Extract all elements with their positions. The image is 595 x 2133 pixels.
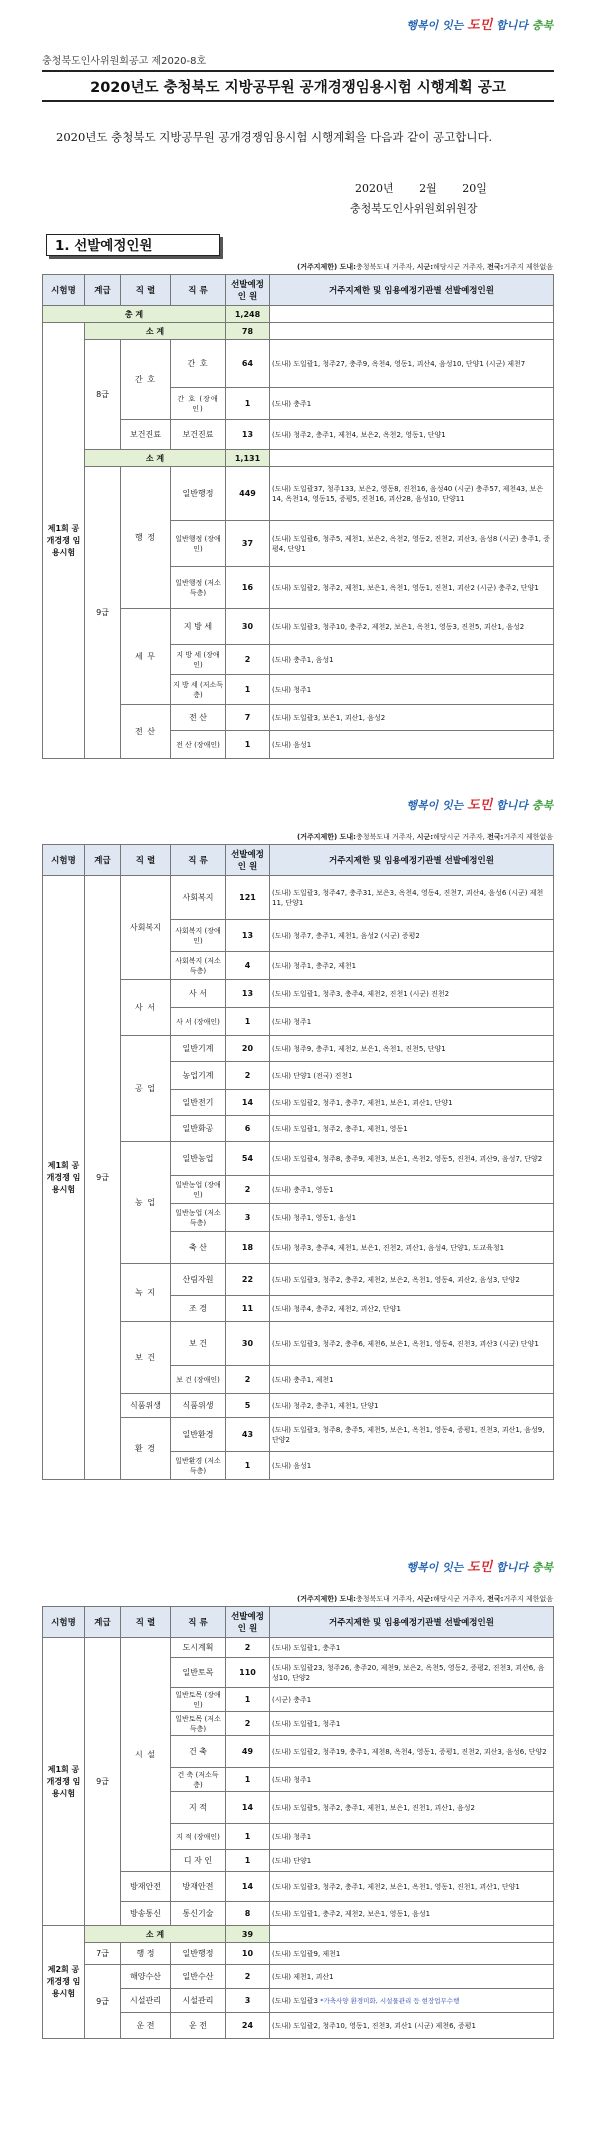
series-cell: 해양수산 [121, 1965, 171, 1989]
total-row [43, 306, 554, 323]
notice-number: 충청북도인사위원회공고 제2020-8호 [42, 56, 207, 67]
count-cell: 13 [226, 920, 270, 952]
count-cell: 30 [226, 1322, 270, 1366]
count-cell: 1 [226, 731, 270, 759]
col-series: 직 렬 [121, 845, 171, 876]
exam-name: 제2회 공개경쟁 임용시험 [43, 1926, 85, 2039]
job-cell: 일반농업 (장애인) [171, 1176, 226, 1204]
notice-date: 2020년 2월 20일 [355, 182, 487, 195]
job-cell: 지 방 세 [171, 609, 226, 645]
header-row [43, 1607, 554, 1638]
residence-legend: (거주지제한) 도내:충청북도내 거주자, 시군:해당시군 거주자, 전국:거주지 제한없음 [297, 1595, 553, 1603]
job-cell: 일반농업 (저소득층) [171, 1204, 226, 1232]
condition-cell: (도내) 도일괄1, 청주1 [270, 1712, 554, 1736]
condition-cell: (도내) 도일괄23, 청주26, 충주20, 제천9, 보은2, 옥천5, 영동2, 증평2, 진천3, 괴산6, 음성10, 단양2 [270, 1658, 554, 1688]
grade-cell: 9급 [85, 1638, 121, 1926]
series-cell: 세 무 [121, 609, 171, 705]
table-row [43, 1638, 554, 1658]
count-cell: 16 [226, 567, 270, 609]
condition-cell: (도내) 음성1 [270, 731, 554, 759]
condition-cell: (도내) 도일괄1, 충주1 [270, 1638, 554, 1658]
count-cell: 2 [226, 645, 270, 675]
condition-cell: (도내) 충주1, 영동1 [270, 1176, 554, 1204]
count-cell: 14 [226, 1872, 270, 1902]
condition-cell: (도내) 도일괄3, 청주47, 충주31, 보은3, 옥천4, 영동4, 진천7, 괴산4, 음성6 (시군) 제천11, 단양1 [270, 876, 554, 920]
condition-cell: (도내) 청주1 [270, 1824, 554, 1850]
job-cell: 일반토목 (저소득층) [171, 1712, 226, 1736]
job-cell: 일반토목 [171, 1658, 226, 1688]
recruitment-table-1 [42, 274, 554, 759]
condition-cell: (도내) 청주4, 충주2, 제천2, 괴산2, 단양1 [270, 1296, 554, 1322]
condition-cell: (도내) 도일괄3, 청주2, 충주6, 제천6, 보은1, 옥천1, 영동4, 진천3, 괴산3 (시군) 단양1 [270, 1322, 554, 1366]
condition-cell: (도내) 충주1, 제천1 [270, 1366, 554, 1394]
intro-text: 2020년도 충청북도 지방공무원 공개경쟁임용시험 시행계획을 다음과 같이 공고합니다. [56, 130, 493, 144]
count-cell: 14 [226, 1090, 270, 1116]
job-cell: 전 산 [171, 705, 226, 731]
job-cell: 지 적 (장애인) [171, 1824, 226, 1850]
condition-cell: (도내) 도일괄5, 청주2, 충주1, 제천1, 보은1, 진천1, 괴산1, 음성2 [270, 1792, 554, 1824]
count-cell: 2 [226, 1176, 270, 1204]
condition-cell: (도내) 도일괄1, 청주3, 충주4, 제천2, 진천1 (시군) 진천2 [270, 980, 554, 1008]
table-row [43, 340, 554, 388]
series-cell: 보 건 [121, 1322, 171, 1394]
condition-cell: (도내) 도일괄3, 청주2, 충주1, 제천2, 보은1, 옥천1, 영동1, 진천1, 괴산1, 단양1 [270, 1872, 554, 1902]
count-cell: 4 [226, 952, 270, 980]
exam-name: 제1회 공개경쟁 임용시험 [43, 1638, 85, 1926]
condition-cell: (도내) 청주1 [270, 675, 554, 705]
col-conditions: 거주지제한 및 임용예정기관별 선발예정인원 [270, 1607, 554, 1638]
count-cell: 2 [226, 1965, 270, 1989]
series-cell: 행 정 [121, 467, 171, 609]
count-cell: 6 [226, 1116, 270, 1142]
job-cell: 식품위생 [171, 1394, 226, 1418]
condition-cell: (도내) 도일괄37, 청주133, 보은2, 영동8, 진천16, 음성40 (시군) 충주57, 제천43, 보은14, 옥천14, 영동15, 증평5, 진천16, 괴산28, 음성10, 단양11 [270, 467, 554, 521]
job-cell: 지 방 세 (장애인) [171, 645, 226, 675]
count-cell: 22 [226, 1264, 270, 1296]
job-cell: 디 자 인 [171, 1850, 226, 1872]
col-count: 선발예정 인 원 [226, 845, 270, 876]
job-cell: 조 경 [171, 1296, 226, 1322]
col-exam: 시험명 [43, 1607, 85, 1638]
col-series: 직 렬 [121, 275, 171, 306]
count-cell: 64 [226, 340, 270, 388]
condition-cell: (도내) 단양1 (전국) 진천1 [270, 1062, 554, 1090]
subtotal-count: 78 [226, 323, 270, 340]
table-row [43, 450, 554, 467]
job-cell: 일반기계 [171, 1036, 226, 1062]
count-cell: 1 [226, 675, 270, 705]
condition-cell: (도내) 충주1, 음성1 [270, 645, 554, 675]
job-cell: 간 호 (장애인) [171, 388, 226, 420]
slogan-logo: 행복이 잇는 도민 합니다 충북 [406, 798, 553, 813]
recruitment-table-2 [42, 844, 554, 1480]
subtotal-count: 39 [226, 1926, 270, 1943]
col-exam: 시험명 [43, 275, 85, 306]
job-cell: 도시계획 [171, 1638, 226, 1658]
count-cell: 5 [226, 1394, 270, 1418]
job-cell: 일반행정 (저소득층) [171, 567, 226, 609]
count-cell: 1 [226, 1452, 270, 1480]
job-cell: 사회복지 (저소득층) [171, 952, 226, 980]
condition-cell: (도내) 도일괄4, 청주8, 충주9, 제천3, 보은1, 옥천2, 영동5, 진천4, 괴산9, 음성7, 단양2 [270, 1142, 554, 1176]
job-cell: 일반토목 (장애인) [171, 1688, 226, 1712]
count-cell: 54 [226, 1142, 270, 1176]
condition-cell: (도내) 도일괄3, 청주8, 충주5, 제천5, 보은1, 옥천1, 영동4, 증평1, 진천3, 괴산1, 음성9, 단양2 [270, 1418, 554, 1452]
subtotal-label: 소 계 [85, 1926, 226, 1943]
col-conditions: 거주지제한 및 임용예정기관별 선발예정인원 [270, 275, 554, 306]
count-cell: 30 [226, 609, 270, 645]
total-count: 1,248 [226, 306, 270, 323]
job-cell: 지 방 세 (저소득층) [171, 675, 226, 705]
col-count: 선발예정 인 원 [226, 1607, 270, 1638]
subtotal-label: 소 계 [85, 450, 226, 467]
col-count: 선발예정 인 원 [226, 275, 270, 306]
count-cell: 13 [226, 420, 270, 450]
condition-cell: (도내) 도일괄1, 청주27, 충주9, 옥천4, 영동1, 괴산4, 음성10, 단양1 (시군) 제천7 [270, 340, 554, 388]
condition-cell: (도내) 청주9, 충주1, 제천2, 보은1, 옥천1, 진천5, 단양1 [270, 1036, 554, 1062]
series-cell: 방송통신 [121, 1902, 171, 1926]
job-cell: 건 축 [171, 1736, 226, 1768]
section-title: 1. 선발예정인원 [46, 234, 220, 256]
series-cell: 방재안전 [121, 1872, 171, 1902]
series-cell: 사회복지 [121, 876, 171, 980]
count-cell: 7 [226, 705, 270, 731]
count-cell: 18 [226, 1232, 270, 1264]
job-cell: 전 산 (장애인) [171, 731, 226, 759]
count-cell: 2 [226, 1062, 270, 1090]
count-cell: 8 [226, 1902, 270, 1926]
job-cell: 지 적 [171, 1792, 226, 1824]
condition-cell: (도내) 청주1 [270, 1768, 554, 1792]
job-cell: 사회복지 [171, 876, 226, 920]
condition-cell: (도내) 청주2, 충주1, 제천1, 단양1 [270, 1394, 554, 1418]
condition-cell: (도내) 제천1, 괴산1 [270, 1965, 554, 1989]
job-cell: 보 건 [171, 1322, 226, 1366]
count-cell: 11 [226, 1296, 270, 1322]
job-cell: 보 건 (장애인) [171, 1366, 226, 1394]
grade-cell: 9급 [85, 876, 121, 1480]
series-cell: 식품위생 [121, 1394, 171, 1418]
col-grade: 계급 [85, 1607, 121, 1638]
condition-cell: (도내) 도일괄3, 보은1, 괴산1, 음성2 [270, 705, 554, 731]
recruitment-table-3 [42, 1606, 554, 2039]
count-cell: 20 [226, 1036, 270, 1062]
count-cell: 110 [226, 1658, 270, 1688]
condition-cell: (도내) 청주3, 충주4, 제천1, 보은1, 진천2, 괴산1, 음성4, 단양1, 도교육청1 [270, 1232, 554, 1264]
table-row [43, 323, 554, 340]
job-cell: 일반환경 (저소득층) [171, 1452, 226, 1480]
series-cell: 시 설 [121, 1638, 171, 1872]
count-cell: 1 [226, 1768, 270, 1792]
header-row [43, 845, 554, 876]
count-cell: 2 [226, 1366, 270, 1394]
condition-cell: (도내) 도일괄6, 청주5, 제천1, 보은2, 옥천2, 영동2, 진천2, 괴산3, 음성8 (시군) 충주1, 증평4, 단양1 [270, 521, 554, 567]
job-cell: 보건진료 [171, 420, 226, 450]
series-cell: 간 호 [121, 340, 171, 420]
condition-cell: (도내) 청주2, 충주1, 제천4, 보은2, 옥천2, 영동1, 단양1 [270, 420, 554, 450]
top-rule [42, 70, 554, 72]
count-cell: 13 [226, 980, 270, 1008]
count-cell: 1 [226, 1824, 270, 1850]
condition-cell: (도내) 청주1, 충주2, 제천1 [270, 952, 554, 980]
condition-cell: (도내) 청주1 [270, 1008, 554, 1036]
residence-legend: (거주지제한) 도내:충청북도내 거주자, 시군:해당시군 거주자, 전국:거주지 제한없음 [297, 833, 553, 841]
exam-name: 제1회 공개경쟁 임용시험 [43, 323, 85, 759]
job-cell: 사 서 (장애인) [171, 1008, 226, 1036]
condition-cell: (도내) 음성1 [270, 1452, 554, 1480]
job-cell: 일반전기 [171, 1090, 226, 1116]
grade-cell: 7급 [85, 1943, 121, 1965]
exam-name: 제1회 공개경쟁 임용시험 [43, 876, 85, 1480]
condition-cell: (도내) 도일괄2, 청주1, 충주7, 제천1, 보은1, 괴산1, 단양1 [270, 1090, 554, 1116]
subtotal-label: 소 계 [85, 323, 226, 340]
series-cell: 행 정 [121, 1943, 171, 1965]
col-series: 직 렬 [121, 1607, 171, 1638]
total-label: 총 계 [43, 306, 226, 323]
condition-text: (도내) 도일괄3 [272, 1996, 318, 2005]
col-grade: 계급 [85, 845, 121, 876]
slogan-logo: 행복이 잇는 도민 합니다 충북 [406, 1560, 553, 1575]
condition-cell: (도내) 도일괄2, 청주10, 영동1, 진천3, 괴산1 (시군) 제천6, 증평1 [270, 2013, 554, 2039]
series-cell: 전 산 [121, 705, 171, 759]
condition-cell: (도내) 도일괄3, 청주2, 충주2, 제천2, 보은2, 옥천1, 영동4, 괴산2, 음성3, 단양2 [270, 1264, 554, 1296]
col-job: 직 류 [171, 275, 226, 306]
condition-cell: (도내) 청주7, 충주1, 제천1, 음성2 (시군) 증평2 [270, 920, 554, 952]
job-cell: 농업기계 [171, 1062, 226, 1090]
series-cell: 공 업 [121, 1036, 171, 1142]
job-cell: 일반행정 [171, 467, 226, 521]
job-cell: 일반행정 (장애인) [171, 521, 226, 567]
count-cell: 3 [226, 1204, 270, 1232]
condition-cell: (도내) 충주1 [270, 388, 554, 420]
count-cell: 2 [226, 1638, 270, 1658]
count-cell: 3 [226, 1989, 270, 2013]
col-grade: 계급 [85, 275, 121, 306]
duty-note: *가축사양 환경미화, 시설물관리 등 현장업무수행 [320, 1996, 460, 2005]
count-cell: 37 [226, 521, 270, 567]
job-cell: 방재안전 [171, 1872, 226, 1902]
count-cell: 1 [226, 388, 270, 420]
count-cell: 1 [226, 1688, 270, 1712]
count-cell: 49 [226, 1736, 270, 1768]
issuer: 충청북도인사위원회위원장 [350, 202, 478, 215]
job-cell: 통신기술 [171, 1902, 226, 1926]
condition-cell: (도내) 도일괄3, 청주10, 충주2, 제천2, 보은1, 옥천1, 영동3, 진천5, 괴산1, 음성2 [270, 609, 554, 645]
count-cell: 121 [226, 876, 270, 920]
condition-cell: (도내) 청주1, 영동1, 음성1 [270, 1204, 554, 1232]
table-row [43, 1943, 554, 1965]
table-row [43, 467, 554, 521]
condition-cell: (도내) 단양1 [270, 1850, 554, 1872]
count-cell: 1 [226, 1008, 270, 1036]
count-cell: 14 [226, 1792, 270, 1824]
table-row [43, 1965, 554, 1989]
condition-cell: (도내) 도일괄9, 제천1 [270, 1943, 554, 1965]
job-cell: 일반환경 [171, 1418, 226, 1452]
condition-cell [270, 1989, 554, 2013]
residence-legend: (거주지제한) 도내:충청북도내 거주자, 시군:해당시군 거주자, 전국:거주지 제한없음 [297, 263, 553, 271]
job-cell: 건 축 (저소득층) [171, 1768, 226, 1792]
table-row [43, 876, 554, 920]
condition-cell: (도내) 도일괄2, 청주19, 충주1, 제천8, 옥천4, 영동1, 증평1, 진천2, 괴산3, 음성6, 단양2 [270, 1736, 554, 1768]
count-cell: 10 [226, 1943, 270, 1965]
slogan-logo: 행복이 잇는 도민 합니다 충북 [406, 18, 553, 33]
series-cell: 환 경 [121, 1418, 171, 1480]
job-cell: 운 전 [171, 2013, 226, 2039]
job-cell: 일반화공 [171, 1116, 226, 1142]
count-cell: 24 [226, 2013, 270, 2039]
job-cell: 사회복지 (장애인) [171, 920, 226, 952]
condition-cell: (시군) 충주1 [270, 1688, 554, 1712]
series-cell: 농 업 [121, 1142, 171, 1264]
condition-cell: (도내) 도일괄2, 청주2, 제천1, 보은1, 옥천1, 영동1, 진천1, 괴산2 (시군) 충주2, 단양1 [270, 567, 554, 609]
series-cell: 사 서 [121, 980, 171, 1036]
job-cell: 일반행정 [171, 1943, 226, 1965]
header-row [43, 275, 554, 306]
count-cell: 43 [226, 1418, 270, 1452]
job-cell: 일반농업 [171, 1142, 226, 1176]
count-cell: 2 [226, 1712, 270, 1736]
title-rule [42, 100, 554, 102]
series-cell: 시설관리 [121, 1989, 171, 2013]
condition-cell: (도내) 도일괄1, 청주2, 충주1, 제천1, 영동1 [270, 1116, 554, 1142]
job-cell: 시설관리 [171, 1989, 226, 2013]
col-job: 직 류 [171, 845, 226, 876]
series-cell: 보건진료 [121, 420, 171, 450]
series-cell: 녹 지 [121, 1264, 171, 1322]
table-row [43, 1926, 554, 1943]
grade-cell: 9급 [85, 1965, 121, 2039]
subtotal-count: 1,131 [226, 450, 270, 467]
series-cell: 운 전 [121, 2013, 171, 2039]
job-cell: 축 산 [171, 1232, 226, 1264]
count-cell: 449 [226, 467, 270, 521]
grade-cell: 8급 [85, 340, 121, 450]
job-cell: 간 호 [171, 340, 226, 388]
page-title: 2020년도 충청북도 지방공무원 공개경쟁임용시험 시행계획 공고 [90, 80, 506, 96]
col-exam: 시험명 [43, 845, 85, 876]
condition-cell: (도내) 도일괄1, 충주2, 제천2, 보은1, 영동1, 음성1 [270, 1902, 554, 1926]
count-cell: 1 [226, 1850, 270, 1872]
grade-cell: 9급 [85, 467, 121, 759]
col-job: 직 류 [171, 1607, 226, 1638]
job-cell: 사 서 [171, 980, 226, 1008]
job-cell: 산림자원 [171, 1264, 226, 1296]
col-conditions: 거주지제한 및 임용예정기관별 선발예정인원 [270, 845, 554, 876]
job-cell: 일반수산 [171, 1965, 226, 1989]
